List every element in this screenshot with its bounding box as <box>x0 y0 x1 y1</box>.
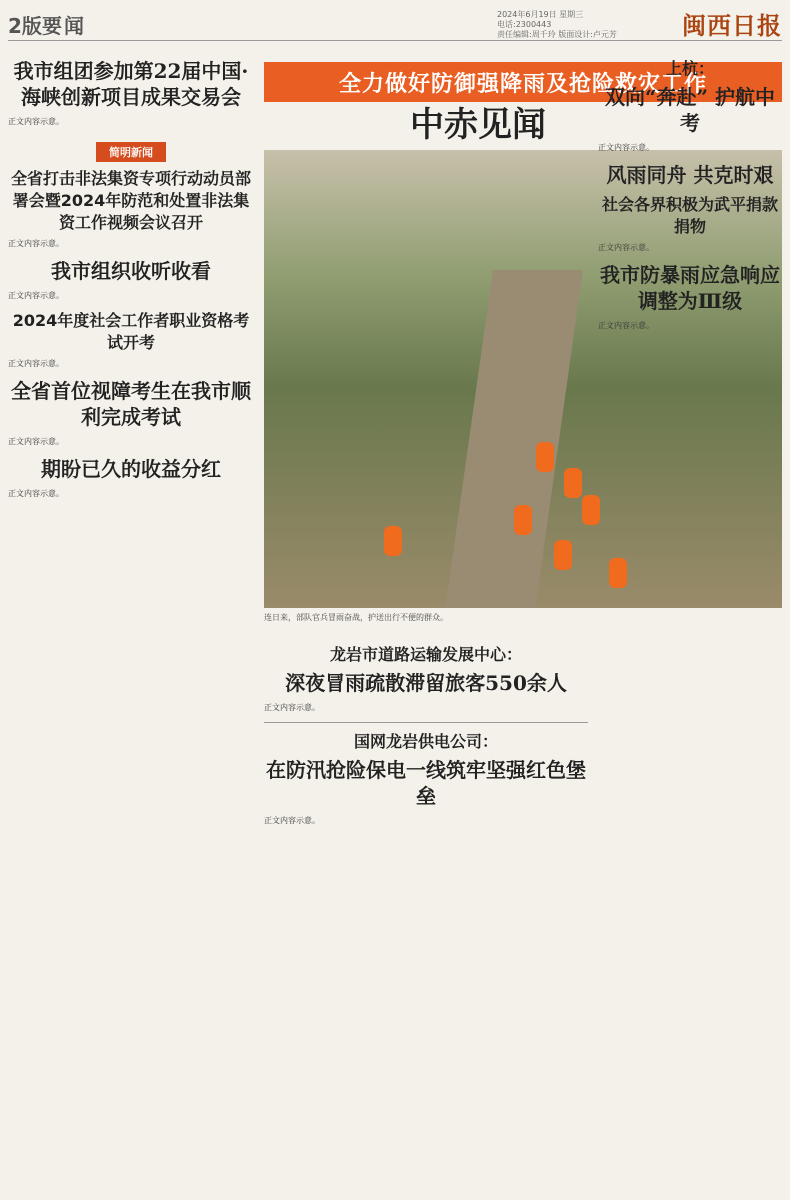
left-story-1-title: 我市组团参加第22届中国·海峡创新项目成果交易会 <box>13 59 249 109</box>
masthead <box>8 8 782 38</box>
left-story-6-body: 正文内容示意。 <box>8 489 64 498</box>
right-story-1-title: 双向“奔赴” 护航中考 <box>605 85 775 135</box>
issue-editors: 责任编辑:周千玲 版面设计:卢元芳 <box>497 30 617 39</box>
left-story-5-body: 正文内容示意。 <box>8 437 64 446</box>
rescuer <box>514 505 532 535</box>
center-story-1-title: 深夜冒雨疏散滞留旅客550余人 <box>285 671 567 695</box>
top-rule <box>8 40 782 41</box>
center-story-2-body: 正文内容示意。 <box>264 816 320 825</box>
rescuer <box>536 442 554 472</box>
left-story-6-title: 期盼已久的收益分红 <box>41 457 221 481</box>
paper-logo: 闽西日报 <box>682 11 782 40</box>
right-story-3-body: 正文内容示意。 <box>598 321 654 330</box>
issue-date: 2024年6月19日 星期三 <box>497 10 584 19</box>
center-story-1-body: 正文内容示意。 <box>264 703 320 712</box>
center-story-2-title: 在防汛抢险保电一线筑牢坚强红色堡垒 <box>266 758 586 808</box>
left-story-4-title: 2024年度社会工作者职业资格考试开考 <box>12 311 250 352</box>
left-story-2-body: 正文内容示意。 <box>8 239 64 248</box>
issue-meta <box>497 10 687 40</box>
center-column <box>264 640 588 1190</box>
right-story-2-subtitle: 社会各界积极为武平捐款捐物 <box>601 195 778 236</box>
center-divider <box>264 722 588 723</box>
center-story-2-kicker: 国网龙岩供电公司： <box>353 732 498 751</box>
left-story-3-body: 正文内容示意。 <box>8 291 64 300</box>
photo-caption: 连日来，部队官兵冒雨奋战，护送出行不便的群众。 <box>264 613 448 622</box>
center-story-1-kicker: 龙岩市道路运输发展中心： <box>329 645 522 664</box>
brief-news-label: 简明新闻 <box>96 142 166 162</box>
left-column <box>8 54 254 1190</box>
top-banner: 全力做好防御强降雨及抢险救灾工作 <box>264 62 782 102</box>
rescuer <box>384 526 402 556</box>
right-story-1-body: 正文内容示意。 <box>598 143 654 152</box>
left-story-5-title: 全省首位视障考生在我市顺利完成考试 <box>11 379 251 429</box>
rescuer <box>564 468 582 498</box>
right-story-2-body: 正文内容示意。 <box>598 243 654 252</box>
page-number: 2版 <box>8 14 42 38</box>
section-title: 要闻 <box>42 14 86 38</box>
feature-title: 中赤见闻 <box>410 105 546 145</box>
left-story-3-title: 我市组织收听收看 <box>51 259 211 283</box>
left-story-1-body: 正文内容示意。 <box>8 117 64 126</box>
left-story-2-title: 全省打击非法集资专项行动动员部署会暨2024年防范和处置非法集资工作视频会议召开 <box>10 169 251 232</box>
issue-phone: 电话:2300443 <box>497 20 552 29</box>
right-story-3-title: 我市防暴雨应急响应调整为Ⅲ级 <box>600 263 780 313</box>
rescuer <box>554 540 572 570</box>
right-story-1-kicker: 上杭： <box>665 59 714 78</box>
right-column <box>598 54 782 1190</box>
left-story-4-body: 正文内容示意。 <box>8 359 64 368</box>
right-story-2-title: 风雨同舟 共克时艰 <box>606 163 774 187</box>
